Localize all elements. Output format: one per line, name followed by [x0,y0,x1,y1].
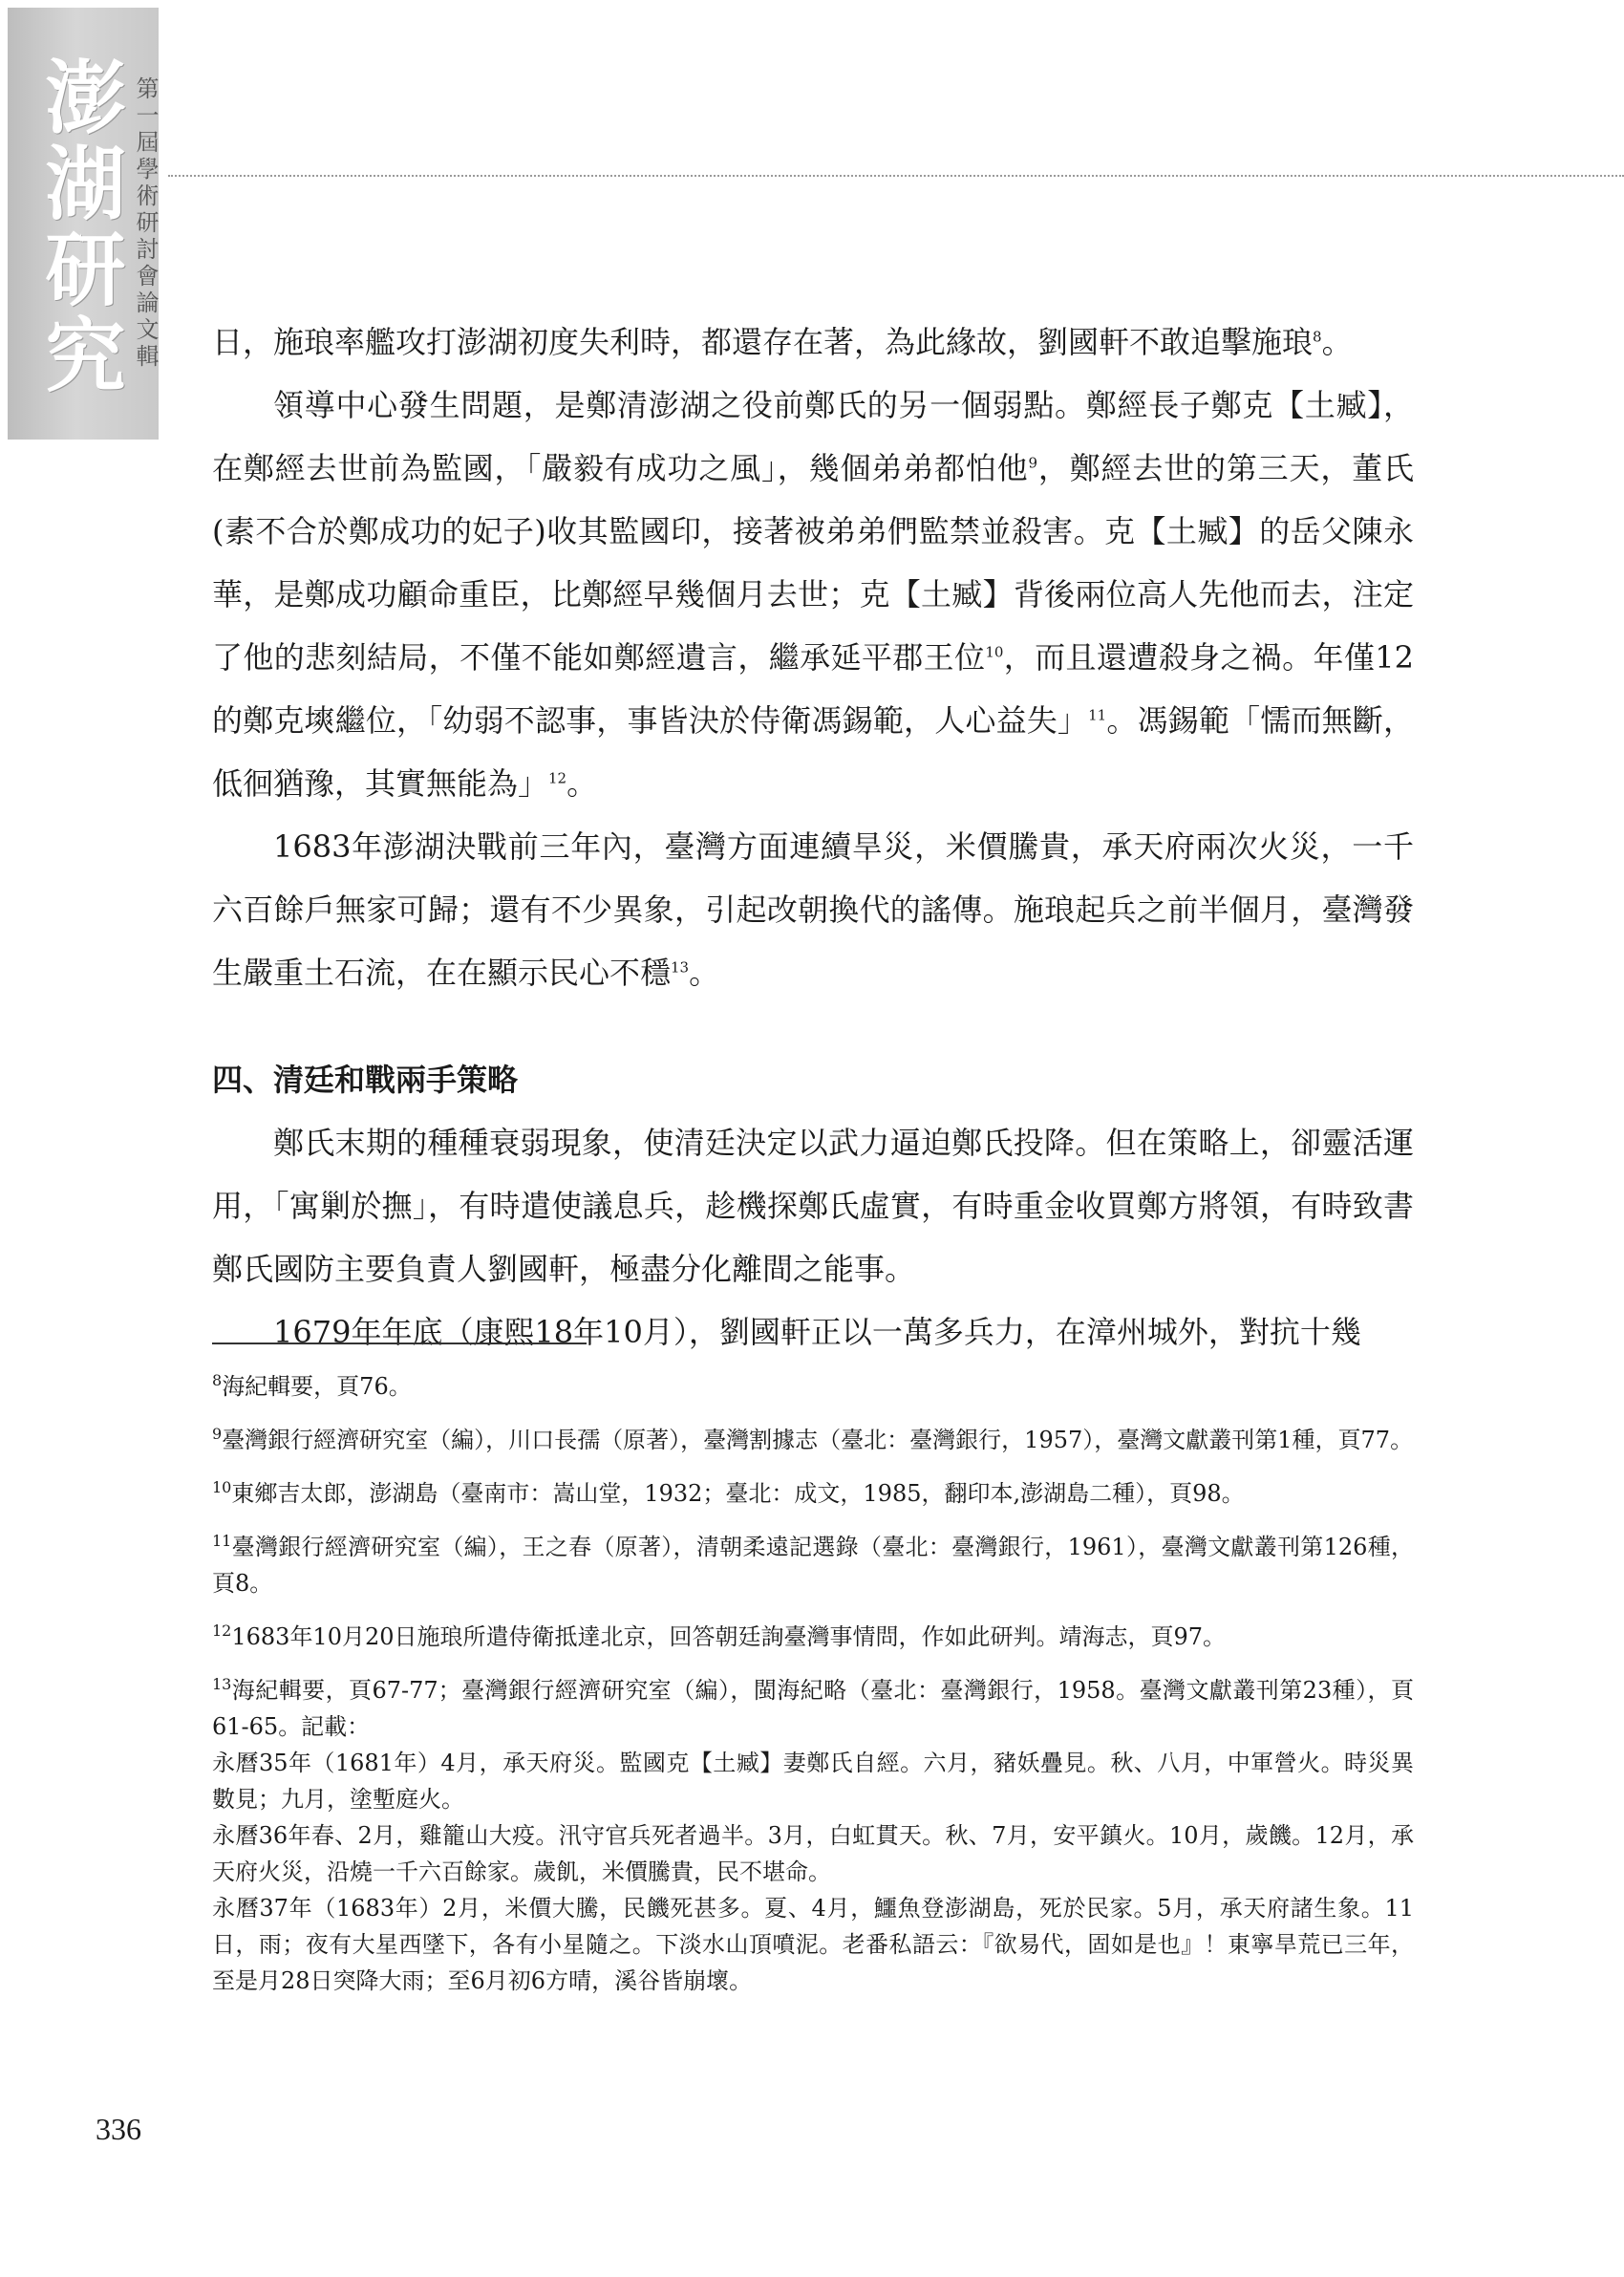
footnote-12 [212,1619,1414,1655]
footnote-quote-line: 永曆36年春、2月，雞籠山大疫。汛守官兵死者過半。3月，白虹貫天。秋、7月，安平鎮火。10月，歲饑。12月，承天府火災，沿燒一千六百餘家。歲飢，米價騰貴，民不堪命。 [212,1822,1414,1885]
footnote-number: 11 [212,1532,232,1550]
paragraph-2: 領導中心發生問題，是鄭清澎湖之役前鄭氏的另一個弱點。鄭經長子鄭克【土臧】，在鄭經去世前為監國，「嚴毅有成功之風」，幾個弟弟都怕他$^9$，鄭經去世的第三天，董氏(素不合於鄭成功的妃子)收其監國印，接著被弟弟們監禁並殺害。克【土臧】的岳父陳永華，是鄭成功顧命重臣，比鄭經早幾個月去世；克【土臧】背後兩位高人先他而去，注定了他的悲刻結局，不僅不能如鄭經遺言，繼承延平郡王位$^{10}$，而且還遭殺身之禍。年僅12的鄭克塽繼位，「幼弱不認事，事皆決於侍衛馮錫範，人心益失」$^{11}$。馮錫範「懦而無斷，低徊猶豫，其實無能為」$^{12}$。 [212,387,1414,802]
paragraph-3: 1683年澎湖決戰前三年內，臺灣方面連續旱災，米價騰貴，承天府兩次火災，一千六百餘戶無家可歸；還有不少異象，引起改朝換代的謠傳。施琅起兵之前半個月，臺灣發生嚴重土石流，在在顯示民心不穩$^{13}$。 [212,828,1414,991]
section-heading: 四、清廷和戰兩手策略 [212,1062,519,1098]
footnote-text: 海紀輯要，頁67-77；臺灣銀行經濟研究室（編），閩海紀略（臺北：臺灣銀行，1958。臺灣文獻叢刊第23種），頁61-65。記載： [212,1677,1414,1740]
footnote-ref-8: 8 [1313,328,1322,346]
footnote-ref-12: 12 [548,769,567,787]
footnote-number: 9 [212,1425,223,1443]
footnote-11 [212,1529,1414,1601]
paragraph-1: 日，施琅率艦攻打澎湖初度失利時，都還存在著，為此緣故，劉國軒不敢追擊施琅$^8$。 [212,324,1353,360]
page-number: 336 [96,2112,141,2146]
footnote-number: 12 [212,1622,232,1640]
footnote-ref-9: 9 [1028,454,1037,472]
footnote-text: 東鄉吉太郎，澎湖島（臺南市：嵩山堂，1932；臺北：成文，1985，翻印本,澎湖島二種），頁98。 [231,1480,1245,1507]
footnote-separator [212,1343,587,1344]
series-title: 澎湖研究 [32,55,127,399]
series-subtitle: 第一屆學術研討會論文輯 [132,76,159,371]
footnote-text: 海紀輯要，頁76。 [222,1373,412,1400]
paragraph-5: 1679年年底（康熙18年10月），劉國軒正以一萬多兵力，在漳州城外，對抗十幾 [273,1314,1361,1350]
footnote-ref-13: 13 [671,958,690,977]
footnote-number: 13 [212,1675,232,1693]
body-text [212,311,1414,1364]
footnote-quote-line: 永曆35年（1681年）4月，承天府災。監國克【土臧】妻鄭氏自經。六月，豬妖疊見。秋、八月，中軍營火。時災異數見；九月，塗塹庭火。 [212,1750,1414,1813]
footnote-text: 臺灣銀行經濟研究室（編），王之春（原著），清朝柔遠記選錄（臺北：臺灣銀行，1961），臺灣文獻叢刊第126種，頁8。 [212,1534,1414,1597]
footnote-text: 臺灣銀行經濟研究室（編），川口長孺（原著），臺灣割據志（臺北：臺灣銀行，1957），臺灣文獻叢刊第1種，頁77。 [222,1427,1414,1453]
footnote-8 [212,1368,1414,1405]
footnote-10 [212,1475,1414,1512]
paragraph-4: 鄭氏末期的種種衰弱現象，使清廷決定以武力逼迫鄭氏投降。但在策略上，卻靈活運用，「寓剿於撫」，有時遣使議息兵，趁機探鄭氏虛實，有時重金收買鄭方將領，有時致書鄭氏國防主要負責人劉國軒，極盡分化離間之能事。 [212,1125,1414,1287]
footnotes [212,1368,1414,2016]
footnote-number: 10 [212,1478,232,1496]
footnote-ref-10: 10 [985,643,1004,661]
footnote-text: 1683年10月20日施琅所遣侍衛抵達北京，回答朝廷詢臺灣事情問，作如此研判。靖海志，頁97。 [231,1623,1227,1650]
footnote-ref-11: 11 [1088,706,1107,724]
footnote-quote-line: 永曆37年（1683年）2月，米價大騰，民饑死甚多。夏、4月，鱷魚登澎湖島，死於民家。5月，承天府諸生象。11日，雨；夜有大星西墜下，各有小星隨之。下淡水山頂噴泥。老番私語云：『欲易代，固如是也』！東寧旱荒已三年，至是月28日突降大雨；至6月初6方晴，溪谷皆崩壞。 [212,1895,1414,1994]
footnote-13 [212,1672,1414,1999]
header-dotted-rule [168,175,1624,177]
footnote-number: 8 [212,1371,223,1389]
footnote-9 [212,1422,1414,1458]
